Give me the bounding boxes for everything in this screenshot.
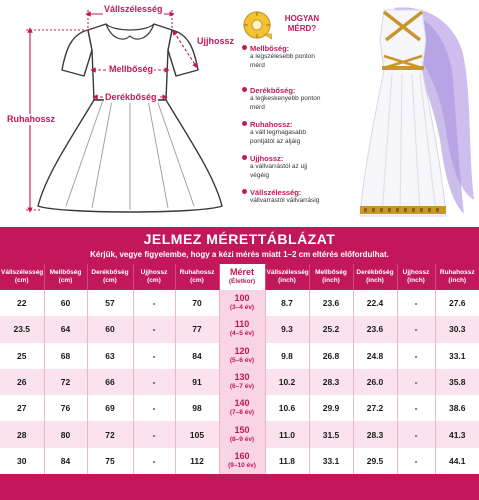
- table-cell: 44.1: [435, 448, 479, 474]
- label-chest: Mellbőség: [109, 64, 154, 74]
- table-cell: 30: [0, 448, 44, 474]
- howto-item-waist: Derékbőség: a legkeskenyebb ponton mérd: [242, 86, 338, 112]
- table-row: [0, 290, 479, 316]
- table-cell: 77: [175, 316, 219, 342]
- bullet-icon: [242, 45, 247, 50]
- table-cell: 91: [175, 369, 219, 395]
- table-cell: -: [397, 316, 435, 342]
- measuring-tape-icon: [242, 10, 272, 40]
- table-row: [0, 316, 479, 342]
- table-row: [0, 369, 479, 395]
- age-range: (5–6 év): [229, 356, 255, 364]
- table-cell: 66: [87, 369, 133, 395]
- table-cell: 60: [87, 316, 133, 342]
- age-range: (4–5 év): [229, 330, 255, 338]
- bullet-icon: [242, 87, 247, 92]
- header-cell: Ruhahossz (cm): [175, 264, 219, 290]
- table-cell: 30.3: [435, 316, 479, 342]
- label-length: Ruhahossz: [7, 114, 56, 124]
- size-cell: [219, 395, 265, 421]
- table-cell: 10.6: [265, 395, 309, 421]
- table-cell: -: [397, 421, 435, 447]
- table-row: [0, 343, 479, 369]
- table-cell: 41.3: [435, 421, 479, 447]
- table-cell: 70: [175, 290, 219, 316]
- table-cell: 60: [44, 290, 87, 316]
- table-header-row: [0, 264, 479, 290]
- age-range: (8–9 év): [229, 435, 255, 443]
- table-cell: 84: [44, 448, 87, 474]
- table-cell: 22: [0, 290, 44, 316]
- table-cell: -: [133, 421, 175, 447]
- table-row: [0, 448, 479, 474]
- table-row: [0, 421, 479, 447]
- header-cell: Ujjhossz (cm): [133, 264, 175, 290]
- table-cell: 112: [175, 448, 219, 474]
- table-cell: 28.3: [309, 369, 353, 395]
- table-cell: 25: [0, 343, 44, 369]
- size-value: 130: [234, 372, 250, 383]
- table-cell: -: [397, 369, 435, 395]
- table-cell: 9.8: [265, 343, 309, 369]
- size-value: 140: [234, 398, 250, 409]
- header-cell: Derékbőség (cm): [87, 264, 133, 290]
- table-cell: 33.1: [435, 343, 479, 369]
- label-sleeve: Ujjhossz: [197, 36, 235, 46]
- table-cell: -: [133, 369, 175, 395]
- size-value: 150: [234, 424, 250, 435]
- table-cell: -: [133, 395, 175, 421]
- size-value: 160: [234, 450, 250, 461]
- table-cell: 28.3: [353, 421, 397, 447]
- size-cell: [219, 316, 265, 342]
- label-waist: Derékbőség: [105, 92, 157, 102]
- label-shoulder: Vállszélesség: [104, 4, 163, 14]
- table-cell: 11.0: [265, 421, 309, 447]
- table-cell: 9.3: [265, 316, 309, 342]
- size-value: 100: [234, 293, 250, 304]
- table-cell: 27.6: [435, 290, 479, 316]
- howto-item-length: Ruhahossz: a váll legmagasabb pontjától az aljáig: [242, 120, 338, 146]
- age-range: (6–7 év): [229, 383, 255, 391]
- table-cell: 35.8: [435, 369, 479, 395]
- size-value: 120: [234, 345, 250, 356]
- table-cell: 11.8: [265, 448, 309, 474]
- table-cell: 27: [0, 395, 44, 421]
- table-cell: 27.2: [353, 395, 397, 421]
- table-cell: 72: [44, 369, 87, 395]
- header-cell: Ruhahossz (inch): [435, 264, 479, 290]
- size-cell: [219, 448, 265, 474]
- table-cell: 80: [44, 421, 87, 447]
- howto-item-shoulder: Vállszélesség: vállvarrástól vállvarrásig: [242, 188, 338, 206]
- table-cell: 26.8: [309, 343, 353, 369]
- illustration-area: [0, 0, 479, 227]
- bullet-icon: [242, 189, 247, 194]
- table-cell: 31.5: [309, 421, 353, 447]
- table-cell: 29.9: [309, 395, 353, 421]
- table-cell: 8.7: [265, 290, 309, 316]
- table-cell: 23.6: [353, 316, 397, 342]
- table-cell: 75: [87, 448, 133, 474]
- table-cell: 64: [44, 316, 87, 342]
- howto-item-chest: Mellbőség: a legszélesebb ponton mérd: [242, 44, 338, 70]
- header-cell: Vállszélesség (cm): [0, 264, 44, 290]
- table-cell: -: [397, 395, 435, 421]
- table-cell: -: [133, 448, 175, 474]
- size-cell: [219, 290, 265, 316]
- table-cell: 38.6: [435, 395, 479, 421]
- table-cell: 72: [87, 421, 133, 447]
- header-cell: Mellbőség (inch): [309, 264, 353, 290]
- size-value: 110: [234, 319, 250, 330]
- bullet-icon: [242, 155, 247, 160]
- header-cell: Derékbőség (inch): [353, 264, 397, 290]
- age-range: (7–8 év): [229, 409, 255, 417]
- table-cell: 63: [87, 343, 133, 369]
- table-cell: -: [133, 316, 175, 342]
- table-cell: 22.4: [353, 290, 397, 316]
- size-table: [0, 264, 479, 474]
- how-to-measure-panel: [236, 4, 334, 226]
- size-chart: [0, 227, 479, 500]
- size-cell: [219, 343, 265, 369]
- table-cell: 23.6: [309, 290, 353, 316]
- table-cell: 26.0: [353, 369, 397, 395]
- how-to-title: HOGYAN MÉRD?: [284, 14, 320, 33]
- table-cell: 26: [0, 369, 44, 395]
- age-range: (9–10 év): [228, 461, 256, 469]
- table-cell: -: [397, 448, 435, 474]
- table-cell: -: [397, 290, 435, 316]
- chart-subtitle: Kérjük, vegye figyelembe, hogy a kézi mérés miatt 1–2 cm eltérés előfordulhat.: [90, 250, 389, 259]
- header-cell: Vállszélesség (inch): [265, 264, 309, 290]
- size-cell: [219, 369, 265, 395]
- table-cell: 98: [175, 395, 219, 421]
- table-cell: -: [133, 343, 175, 369]
- chart-title: JELMEZ MÉRETTÁBLÁZAT: [143, 231, 336, 247]
- table-cell: 23.5: [0, 316, 44, 342]
- costume-photo: [334, 0, 479, 227]
- table-cell: -: [133, 290, 175, 316]
- table-cell: -: [397, 343, 435, 369]
- table-cell: 33.1: [309, 448, 353, 474]
- table-cell: 25.2: [309, 316, 353, 342]
- table-cell: 105: [175, 421, 219, 447]
- header-cell: Mellbőség (cm): [44, 264, 87, 290]
- header-cell-size: Méret (Életkor): [219, 264, 265, 290]
- table-cell: 24.8: [353, 343, 397, 369]
- header-cell: Ujjhossz (inch): [397, 264, 435, 290]
- table-cell: 10.2: [265, 369, 309, 395]
- age-range: (3–4 év): [229, 304, 255, 312]
- table-cell: 29.5: [353, 448, 397, 474]
- size-cell: [219, 421, 265, 447]
- bullet-icon: [242, 121, 247, 126]
- table-cell: 68: [44, 343, 87, 369]
- table-cell: 69: [87, 395, 133, 421]
- table-row: [0, 395, 479, 421]
- table-cell: 84: [175, 343, 219, 369]
- table-cell: 57: [87, 290, 133, 316]
- table-cell: 28: [0, 421, 44, 447]
- table-cell: 76: [44, 395, 87, 421]
- howto-item-sleeve: Ujjhossz: a vállvarrástól az ujj végéig: [242, 154, 338, 180]
